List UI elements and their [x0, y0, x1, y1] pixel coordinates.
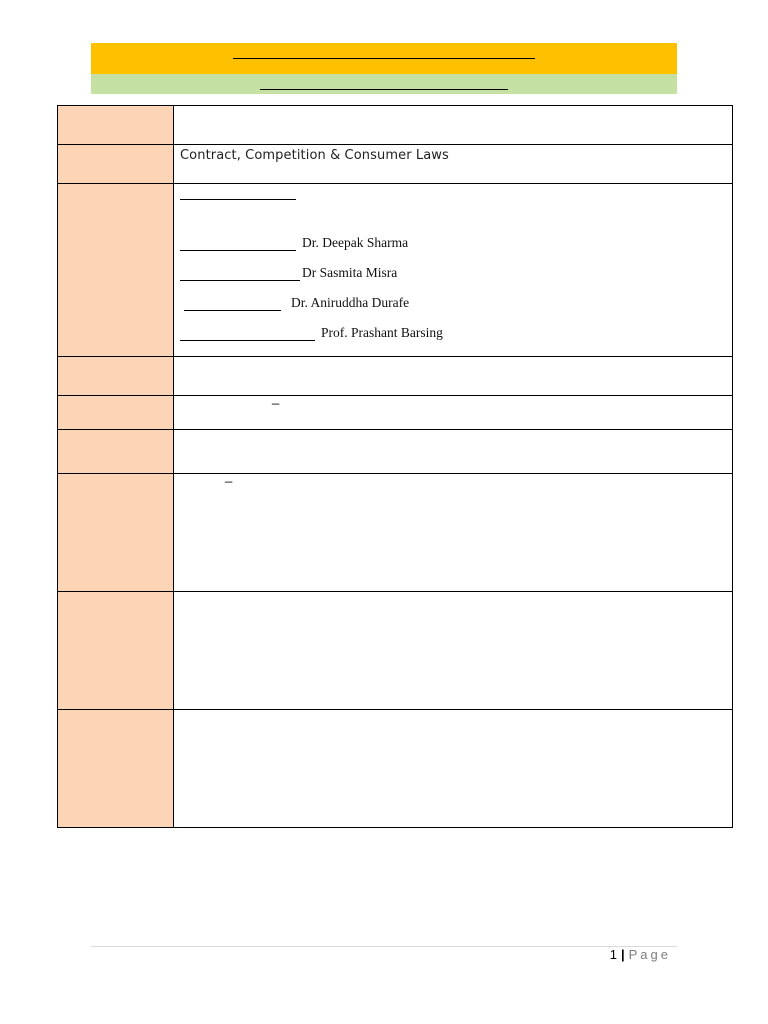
row-label-cell	[58, 474, 174, 592]
table-row	[58, 357, 733, 396]
row-label-cell	[58, 106, 174, 145]
faculty-line	[180, 235, 408, 249]
faculty-name: Prof. Prashant Barsing	[321, 325, 443, 340]
page-label: Page	[628, 947, 671, 962]
row-value-cell	[174, 710, 733, 828]
dash-mark: _	[225, 468, 233, 483]
row-value-cell	[174, 106, 733, 145]
faculty-line	[180, 265, 397, 279]
faculty-name: Dr Sasmita Misra	[302, 265, 398, 280]
course-details-table	[57, 105, 733, 828]
faculty-name: Dr. Aniruddha Durafe	[291, 295, 410, 310]
row-label-cell	[58, 184, 174, 357]
table-row	[58, 106, 733, 145]
table-row	[58, 145, 733, 184]
faculty-name: Dr. Deepak Sharma	[302, 235, 409, 250]
faculty-cell	[174, 184, 733, 357]
table-row	[58, 430, 733, 474]
subtitle-banner	[91, 74, 677, 94]
footer-divider	[91, 946, 677, 947]
row-label-cell	[58, 145, 174, 184]
blank-underline	[180, 267, 300, 281]
row-label-cell	[58, 592, 174, 710]
row-value-cell	[174, 390, 733, 430]
subtitle-underline	[260, 89, 508, 90]
blank-underline	[180, 237, 296, 251]
table-row	[58, 184, 733, 357]
blank-underline	[180, 327, 315, 341]
row-value-cell	[174, 357, 733, 396]
table-row	[58, 474, 733, 592]
page-number: 1	[609, 947, 617, 962]
faculty-line	[184, 295, 409, 309]
row-label-cell	[58, 396, 174, 430]
faculty-heading-underline	[180, 199, 296, 200]
course-name-cell	[174, 145, 733, 184]
row-label-cell	[58, 710, 174, 828]
row-label-cell	[58, 430, 174, 474]
page-separator: |	[620, 947, 625, 962]
course-name: Contract, Competition & Consumer Laws	[180, 148, 449, 163]
faculty-line	[180, 325, 443, 339]
row-value-cell	[174, 468, 733, 592]
dash-mark: _	[272, 390, 280, 405]
page-footer	[610, 947, 671, 962]
title-underline	[233, 58, 535, 59]
table-row	[58, 592, 733, 710]
row-label-cell	[58, 357, 174, 396]
table-row	[58, 710, 733, 828]
row-value-cell	[174, 592, 733, 710]
row-value-cell	[174, 430, 733, 474]
table-row	[58, 396, 733, 430]
blank-underline	[184, 297, 281, 311]
